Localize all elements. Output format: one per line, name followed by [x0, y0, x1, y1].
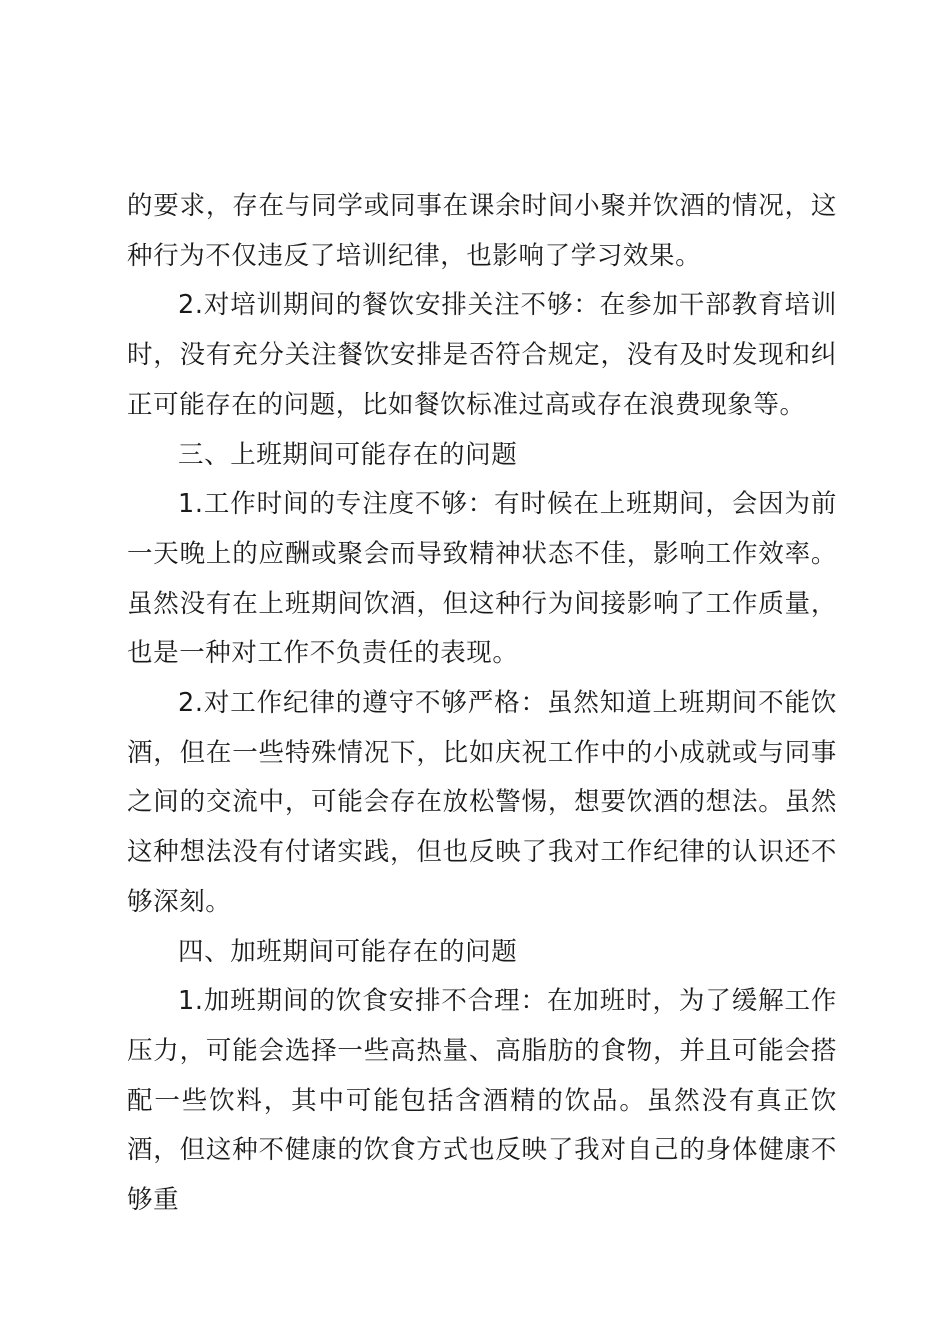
paragraph-overtime-diet: 1.加班期间的饮食安排不合理：在加班时，为了缓解工作压力，可能会选择一些高热量、高脂肪的食物，并且可能会搭配一些饮料，其中可能包括含酒精的饮品。虽然没有真正饮酒，但这种不健康的饮食方式也反映了我对自己的身体健康不够重 — [127, 986, 837, 1216]
paragraph-continuation: 的要求，存在与同学或同事在课余时间小聚并饮酒的情况，这种行为不仅违反了培训纪律，也影响了学习效果。 — [127, 191, 837, 271]
paragraph-work-focus: 1.工作时间的专注度不够：有时候在上班期间，会因为前一天晚上的应酬或聚会而导致精神状态不佳，影响工作效率。虽然没有在上班期间饮酒，但这种行为间接影响了工作质量，也是一种对工作不负责任的表现。 — [127, 489, 837, 669]
paragraph-training-catering: 2.对培训期间的餐饮安排关注不够：在参加干部教育培训时，没有充分关注餐饮安排是否符合规定，没有及时发现和纠正可能存在的问题，比如餐饮标准过高或存在浪费现象等。 — [127, 290, 837, 420]
document-body — [127, 182, 837, 1226]
section-heading-work-hours: 三、上班期间可能存在的问题 — [178, 439, 518, 470]
paragraph-work-discipline: 2.对工作纪律的遵守不够严格：虽然知道上班期间不能饮酒，但在一些特殊情况下，比如庆祝工作中的小成就或与同事之间的交流中，可能会存在放松警惕，想要饮酒的想法。虽然这种想法没有付诸实践，但也反映了我对工作纪律的认识还不够深刻。 — [127, 688, 837, 917]
section-heading-overtime: 四、加班期间可能存在的问题 — [178, 936, 518, 967]
